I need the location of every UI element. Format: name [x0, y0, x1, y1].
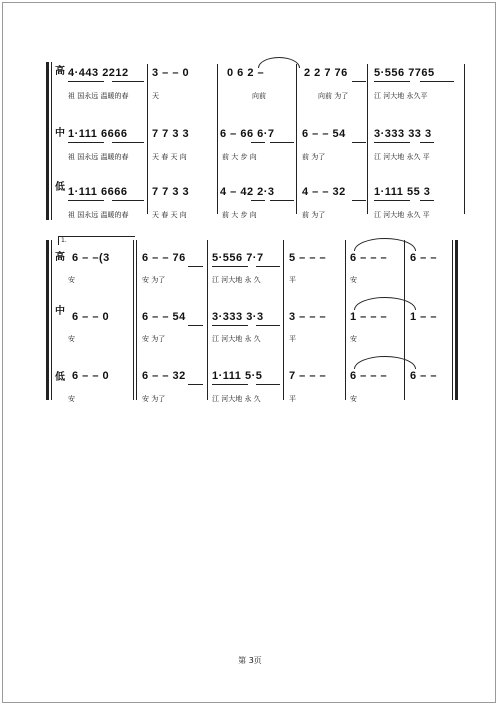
part-label-low: 低 [55, 182, 65, 193]
beam-underline [68, 142, 104, 143]
notes-low-m2: 6 – – 32 [142, 370, 186, 382]
notes-mid-m2: 6 – – 54 [142, 311, 186, 323]
final-barline-thin [452, 240, 453, 400]
beam-underline [352, 81, 366, 82]
lyrics-low-m5: 江 河大地 永久 平 [374, 211, 430, 219]
notes-mid-m6: 1 – – [410, 311, 437, 323]
beam-underline [251, 200, 265, 201]
system-barline-start [51, 62, 52, 220]
volta-bracket [58, 236, 135, 245]
lyrics-low-m5: 安 [350, 395, 357, 403]
notes-mid-m4: 6 – – 54 [302, 128, 346, 140]
beam-underline [256, 384, 280, 385]
barline [296, 64, 297, 214]
part-label-low: 低 [55, 372, 65, 383]
lyrics-mid-m5: 江 河大地 永久 平 [374, 153, 430, 161]
beam-underline [420, 81, 454, 82]
notes-high-m3: 5·556 7·7 [212, 252, 264, 264]
notes-low-m5: 6 – – – [350, 370, 388, 382]
beam-underline [112, 200, 144, 201]
barline [345, 240, 346, 400]
notes-high-m2: 3 – – 0 [152, 67, 190, 79]
barline [147, 64, 148, 214]
notes-high-m4: 5 – – – [289, 252, 327, 264]
lyrics-high-m3: 向前 [252, 92, 266, 100]
beam-underline [270, 142, 294, 143]
lyrics-mid-m2: 天 春 天 向 [152, 153, 187, 161]
lyrics-high-m1: 祖 国永远 温暖的春 [68, 92, 129, 100]
beam-underline [374, 81, 410, 82]
beam-underline [112, 142, 144, 143]
beam-underline [256, 266, 280, 267]
part-label-high: 高 [55, 66, 65, 77]
lyrics-low-m1: 祖 国永远 温暖的春 [68, 211, 129, 219]
notes-mid-m3: 3·333 3·3 [212, 311, 264, 323]
notes-mid-m5: 1 – – – [350, 311, 388, 323]
barline [283, 240, 284, 400]
notes-mid-m3: 6 – 66 6·7 [220, 128, 275, 140]
lyrics-high-m2: 天 [152, 92, 159, 100]
lyrics-low-m2: 安 为了 [142, 395, 166, 403]
page-border [2, 2, 496, 703]
lyrics-mid-m1: 祖 国永远 温暖的春 [68, 153, 129, 161]
notes-high-m1: 6 – –(3 [72, 252, 110, 264]
repeat-barline [133, 240, 134, 400]
system-barline-start [51, 240, 52, 400]
beam-underline [212, 266, 248, 267]
notes-mid-m1: 6 – – 0 [72, 311, 110, 323]
barline [464, 64, 465, 214]
lyrics-mid-m3: 前 大 步 向 [222, 153, 257, 161]
notes-high-m3: 0 6 2 – [227, 67, 265, 79]
lyrics-mid-m2: 安 为了 [142, 335, 166, 343]
page-number: 第 3页 [238, 656, 262, 665]
notes-low-m3: 1·111 5·5 [212, 370, 263, 382]
lyrics-mid-m5: 安 [350, 335, 357, 343]
beam-underline [68, 81, 104, 82]
notes-high-m1: 4·443 2212 [68, 67, 129, 79]
lyrics-high-m5: 安 [350, 276, 357, 284]
notes-high-m5: 6 – – – [350, 252, 388, 264]
notes-mid-m4: 3 – – – [289, 311, 327, 323]
lyrics-high-m1: 安 [68, 276, 75, 284]
notes-low-m1: 6 – – 0 [72, 370, 110, 382]
lyrics-low-m3: 前 大 步 向 [222, 211, 257, 219]
barline [367, 64, 368, 214]
notes-high-m4: 2 2 7 76 [304, 67, 348, 79]
notes-low-m4: 4 – – 32 [302, 186, 346, 198]
repeat-barline [136, 240, 137, 400]
beam-underline [188, 325, 203, 326]
notes-low-m5: 1·111 55 3 [374, 186, 431, 198]
lyrics-mid-m3: 江 河大地 永 久 [212, 335, 261, 343]
notes-low-m1: 1·111 6666 [68, 186, 128, 198]
beam-underline [374, 200, 410, 201]
beam-underline [112, 81, 144, 82]
lyrics-low-m4: 平 [289, 395, 296, 403]
part-label-mid: 中 [55, 306, 65, 317]
barline [404, 240, 405, 400]
beam-underline [374, 142, 410, 143]
barline [217, 64, 218, 214]
beam-underline [68, 200, 104, 201]
beam-underline [188, 384, 203, 385]
notes-low-m6: 6 – – [410, 370, 437, 382]
notes-low-m4: 7 – – – [289, 370, 327, 382]
notes-high-m5: 5·556 7765 [374, 67, 435, 79]
notes-high-m2: 6 – – 76 [142, 252, 186, 264]
lyrics-mid-m4: 前 为了 [302, 153, 326, 161]
beam-underline [251, 142, 265, 143]
volta-label: 1. [61, 237, 67, 244]
beam-underline [270, 200, 294, 201]
lyrics-low-m1: 安 [68, 395, 75, 403]
beam-underline [352, 142, 366, 143]
lyrics-low-m2: 天 春 天 向 [152, 211, 187, 219]
lyrics-high-m2: 安 为了 [142, 276, 166, 284]
beam-underline [420, 142, 434, 143]
notes-mid-m1: 1·111 6666 [68, 128, 128, 140]
barline [207, 240, 208, 400]
final-barline-thick [455, 240, 458, 400]
lyrics-high-m4: 向前 为了 [318, 92, 349, 100]
lyrics-low-m3: 江 河大地 永 久 [212, 395, 261, 403]
beam-underline [352, 200, 366, 201]
part-label-high: 高 [55, 252, 65, 263]
notes-mid-m2: 7 7 3 3 [152, 128, 190, 140]
lyrics-high-m5: 江 河大地 永久平 [374, 92, 428, 100]
lyrics-low-m4: 前 为了 [302, 211, 326, 219]
lyrics-mid-m4: 平 [289, 335, 296, 343]
notes-low-m2: 7 7 3 3 [152, 186, 190, 198]
notes-mid-m5: 3·333 33 3 [374, 128, 432, 140]
beam-underline [212, 325, 248, 326]
beam-underline [420, 200, 434, 201]
system-brace [46, 240, 49, 400]
beam-underline [188, 266, 203, 267]
notes-high-m6: 6 – – [410, 252, 437, 264]
beam-underline [256, 325, 280, 326]
part-label-mid: 中 [55, 128, 65, 139]
lyrics-high-m4: 平 [289, 276, 296, 284]
lyrics-mid-m1: 安 [68, 335, 75, 343]
lyrics-high-m3: 江 河大地 永 久 [212, 276, 261, 284]
notes-low-m3: 4 – 42 2·3 [220, 186, 275, 198]
system-brace [46, 62, 49, 220]
beam-underline [212, 384, 248, 385]
